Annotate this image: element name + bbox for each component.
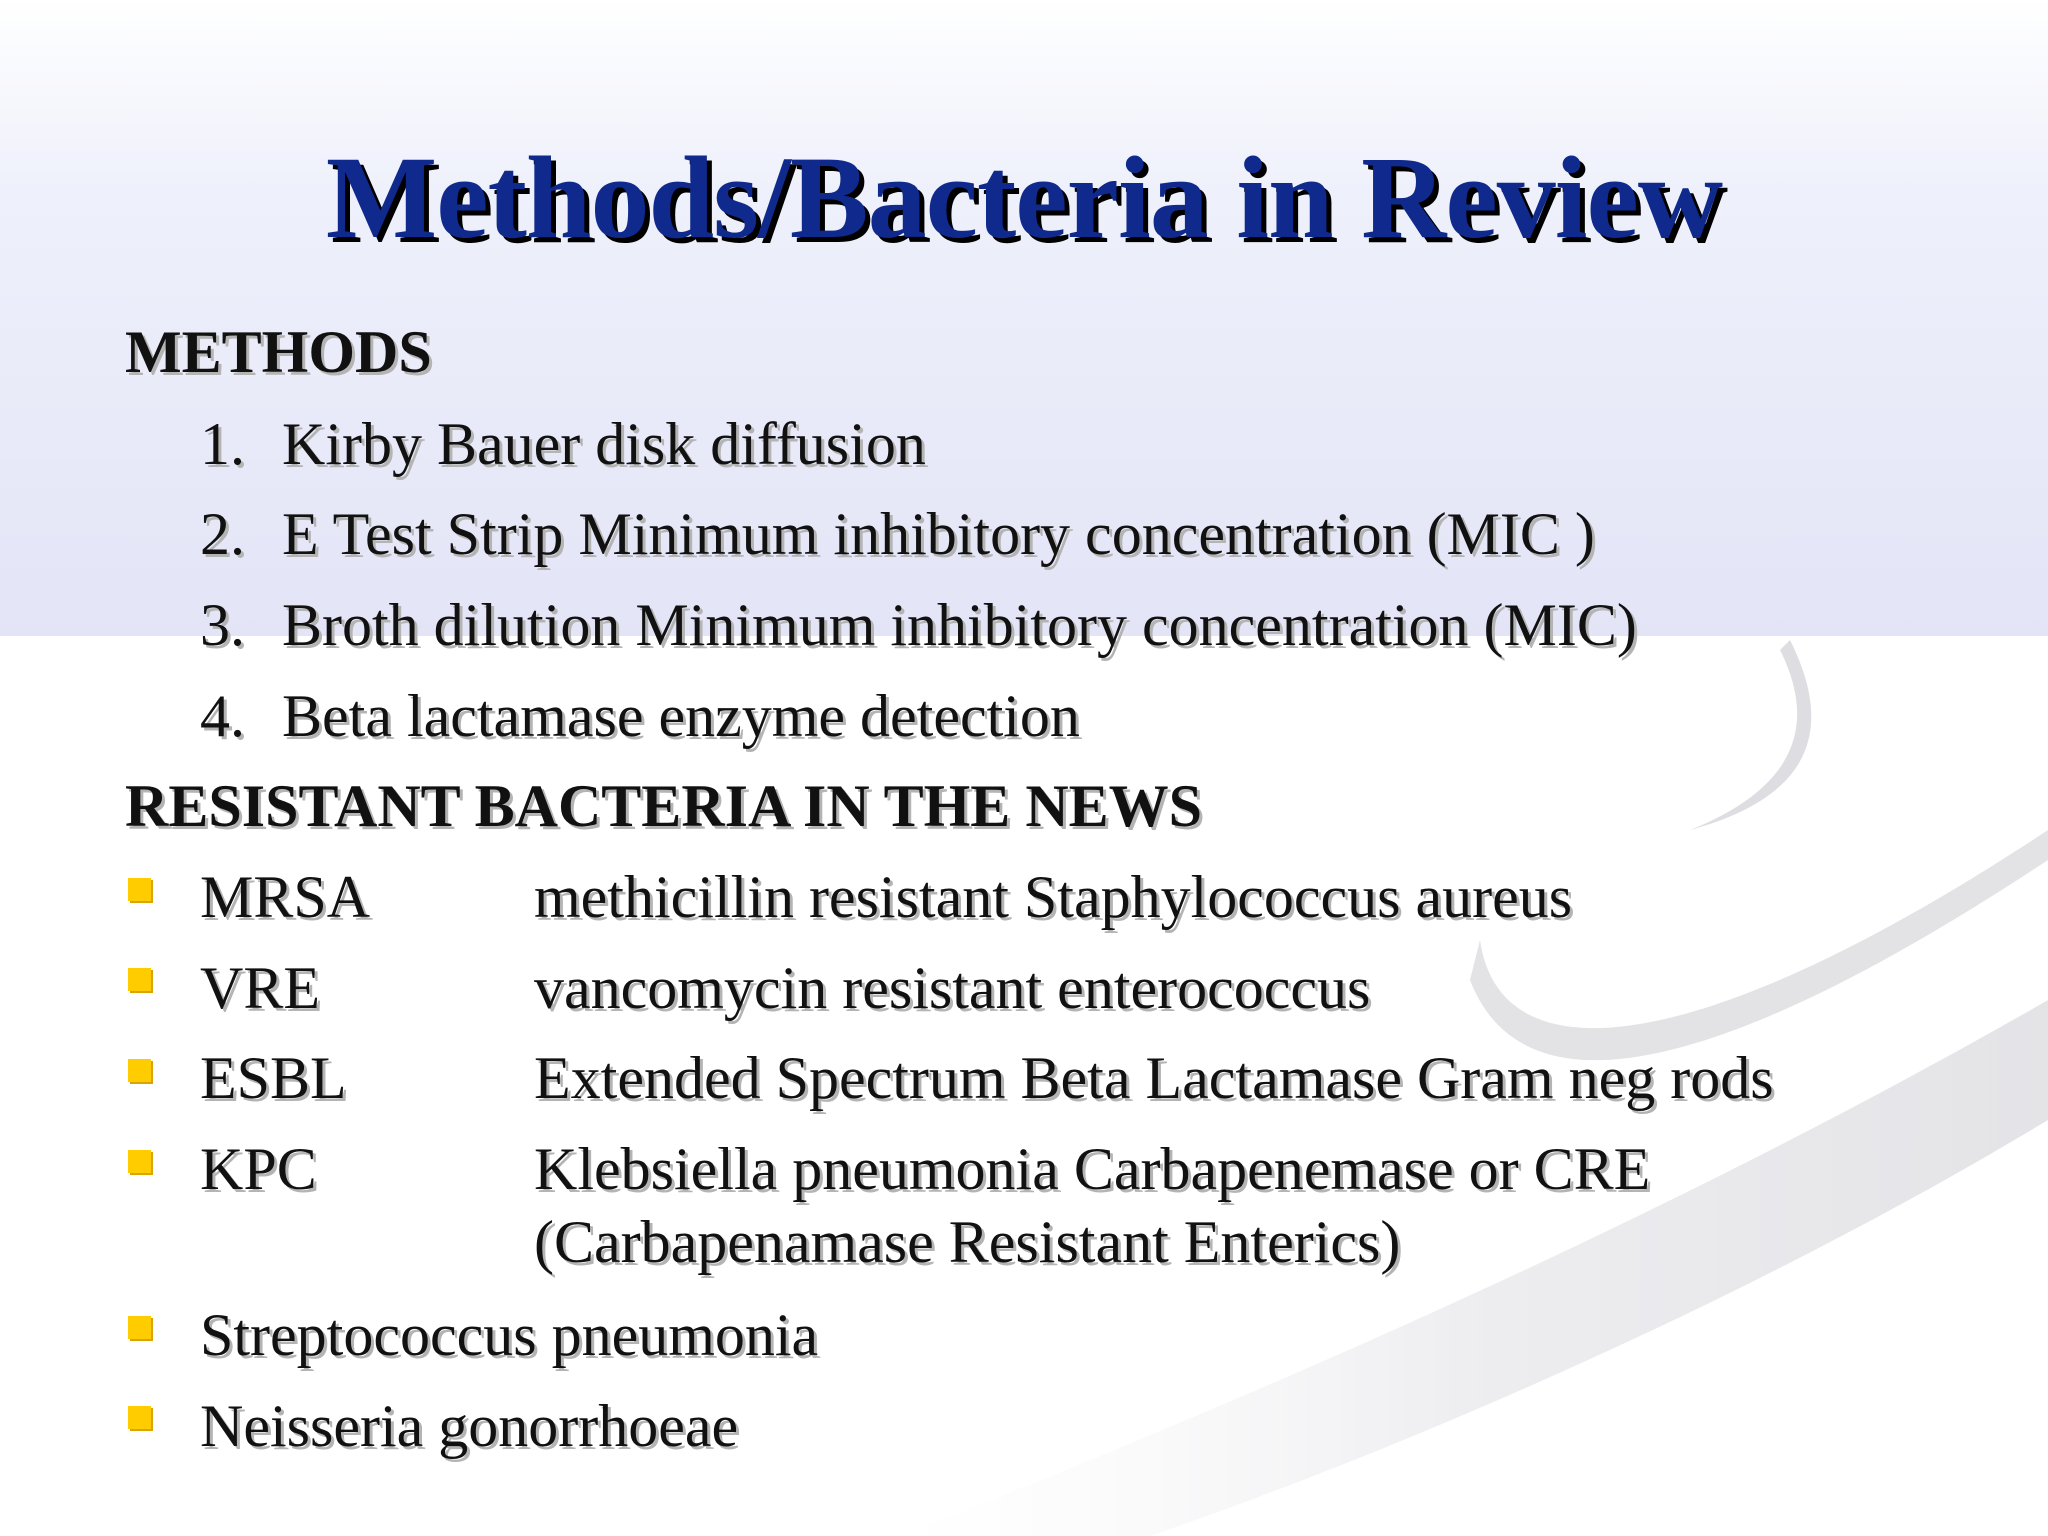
bacteria-abbreviation: VRE <box>200 955 320 1021</box>
bacteria-name: Neisseria gonorrhoeae <box>200 1393 739 1459</box>
bacteria-heading: RESISTANT BACTERIA IN THE NEWS <box>125 773 1203 839</box>
bacteria-name: Streptococcus pneumonia <box>200 1302 819 1368</box>
square-bullet-icon <box>128 1406 151 1429</box>
bacteria-description: Klebsiella pneumonia Carbapenemase or CRE <box>534 1136 1651 1202</box>
method-text: Broth dilution Minimum inhibitory concentration (MIC) <box>282 592 1637 658</box>
square-bullet-icon <box>128 878 151 901</box>
bacteria-description: vancomycin resistant enterococcus <box>534 955 1371 1021</box>
method-text: Beta lactamase enzyme detection <box>282 683 1080 749</box>
bacteria-abbreviation: ESBL <box>200 1045 347 1111</box>
method-number: 1. <box>200 411 245 477</box>
square-bullet-icon <box>128 1059 151 1082</box>
method-text: E Test Strip Minimum inhibitory concentration (MIC ) <box>282 501 1595 567</box>
square-bullet-icon <box>128 968 151 991</box>
bacteria-description-continued: (Carbapenamase Resistant Enterics) <box>534 1209 1401 1275</box>
square-bullet-icon <box>128 1316 151 1339</box>
method-number: 2. <box>200 501 245 567</box>
bacteria-description: methicillin resistant Staphylococcus aureus <box>534 864 1573 930</box>
bacteria-abbreviation: MRSA <box>200 864 371 930</box>
square-bullet-icon <box>128 1150 151 1173</box>
method-text: Kirby Bauer disk diffusion <box>282 411 926 477</box>
method-number: 4. <box>200 683 245 749</box>
slide-title: Methods/Bacteria in Review <box>325 132 1723 263</box>
bacteria-description: Extended Spectrum Beta Lactamase Gram neg rods <box>534 1045 1774 1111</box>
method-number: 3. <box>200 592 245 658</box>
bacteria-abbreviation: KPC <box>200 1136 317 1202</box>
methods-heading: METHODS <box>125 319 432 385</box>
